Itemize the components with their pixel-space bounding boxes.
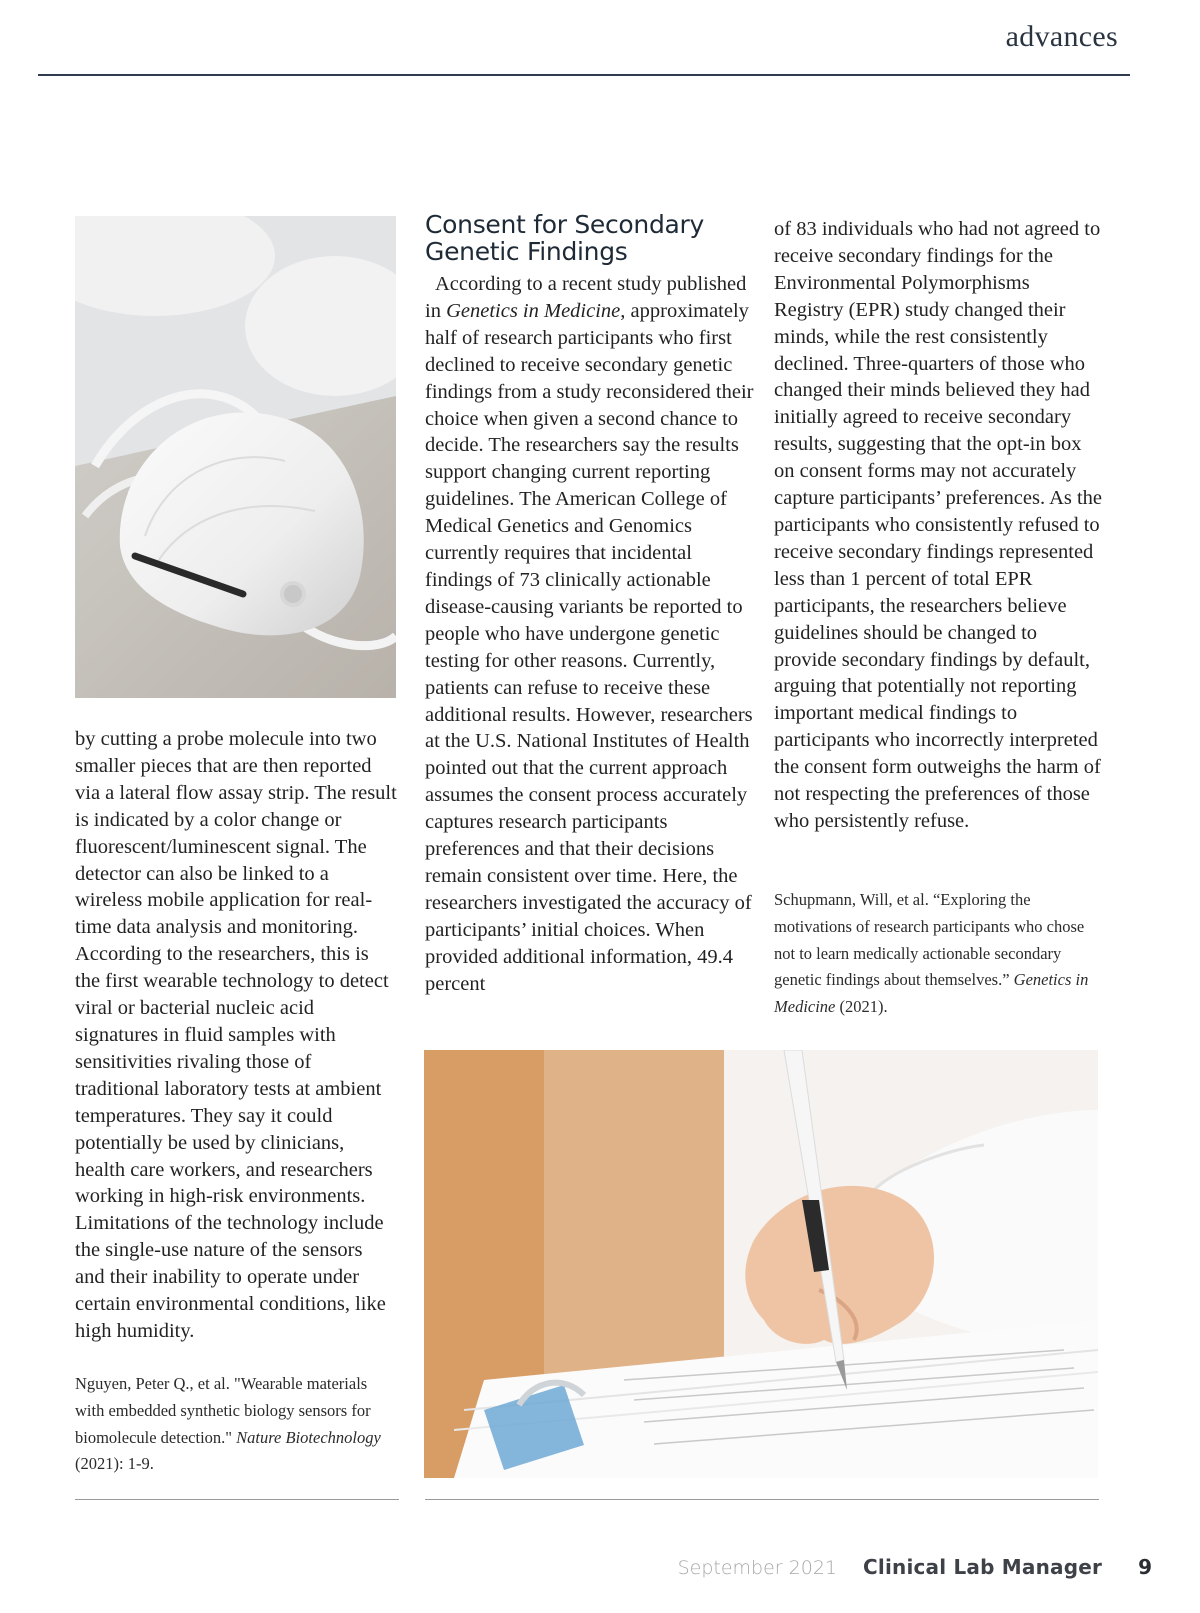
issue-date: September 2021 bbox=[677, 1557, 838, 1579]
magazine-name: Clinical Lab Manager bbox=[863, 1555, 1103, 1579]
section-label: advances bbox=[1005, 20, 1118, 53]
left-reference bbox=[75, 1371, 397, 1478]
right-reference bbox=[774, 887, 1104, 1021]
header-divider bbox=[38, 74, 1130, 76]
article-p1-journal: Genetics in Medicine bbox=[446, 299, 621, 322]
right-reference-journal: Genetics in Medicine bbox=[774, 970, 1089, 1017]
article-headline-block bbox=[425, 211, 765, 265]
mask-photo bbox=[75, 216, 396, 698]
right-bottom-divider bbox=[425, 1499, 1099, 1500]
right-reference-text: Schupmann, Will, et al. “Exploring the motivations of research participants who chose not to learn medically actionable secondary genetic findings about themselves.” bbox=[774, 890, 1085, 990]
left-bottom-divider bbox=[75, 1499, 399, 1500]
signing-form-photo bbox=[424, 1050, 1098, 1478]
right-reference-tail: (2021). bbox=[839, 997, 888, 1017]
article-paragraph-2: of 83 individuals who had not agreed to receive secondary findings for the Environmental Polymorphisms Registry (EPR) study changed their minds, while the rest consistently declined. Three-quarters of those who changed their minds believed they had initially agreed to receive secondary results, suggesting that the opt-in box on consent forms may not accurately capture participants’ preferences. As the participants who consistently refused to receive secondary findings represented less than 1 percent of total EPR participants, the researchers believe guidelines should be changed to provide secondary findings by default, arguing that potentially not reporting important medical findings to participants who incorrectly interpreted the consent form outweighs the harm of not respecting the preferences of those who persistently refuse. bbox=[774, 218, 1103, 832]
left-column bbox=[75, 726, 397, 1345]
n95-mask-illustration bbox=[75, 216, 396, 698]
article-paragraph-1 bbox=[425, 271, 755, 997]
page-footer bbox=[678, 1555, 1152, 1579]
article-headline: Consent for Secondary Genetic Findings bbox=[425, 210, 705, 266]
middle-column bbox=[425, 271, 755, 997]
page-number: 9 bbox=[1138, 1555, 1152, 1579]
left-reference-journal: Nature Biotechnology bbox=[236, 1427, 381, 1447]
hand-writing-illustration bbox=[424, 1050, 1098, 1478]
right-column bbox=[774, 216, 1104, 835]
left-reference-text: Nguyen, Peter Q., et al. "Wearable materials with embedded synthetic biology sensors for biomolecule detection." bbox=[75, 1374, 371, 1447]
article-p1-rest: , approximately half of research participants who first declined to receive secondary genetic findings from a study reconsidered their choice when given a second chance to decide. The researchers say the results support changing current reporting guidelines. The American College of Medical Genetics and Genomics currently requires that incidental findings of 73 clinically actionable disease-causing variants be reported to people who have undergone genetic testing for other reasons. Currently, patients can refuse to receive these additional results. However, researchers at the U.S. National Institutes of Health pointed out that the current approach assumes the consent process accurately captures research participants preferences and that their decisions remain consistent over time. Here, the researchers investigated the accuracy of participants’ initial choices. When provided additional information, 49.4 percent bbox=[425, 299, 754, 995]
left-reference-tail: (2021): 1-9. bbox=[75, 1454, 154, 1474]
article-p1-start: According to a recent study published in bbox=[425, 273, 747, 322]
left-body-text: by cutting a probe molecule into two smaller pieces that are then reported via a lateral flow assay strip. The result is indicated by a color change or fluorescent/luminescent signal. The detector can also be linked to a wireless mobile application for real-time data analysis and monitoring. According to the researchers, this is the first wearable technology to detect viral or bacterial nucleic acid signatures in fluid samples with sensitivities rivaling those of traditional laboratory tests at ambient temperatures. They say it could potentially be used by clinicians, health care workers, and researchers working in high-risk environments. Limitations of the technology include the single-use nature of the sensors and their inability to operate under certain environmental conditions, like high humidity. bbox=[75, 728, 397, 1342]
